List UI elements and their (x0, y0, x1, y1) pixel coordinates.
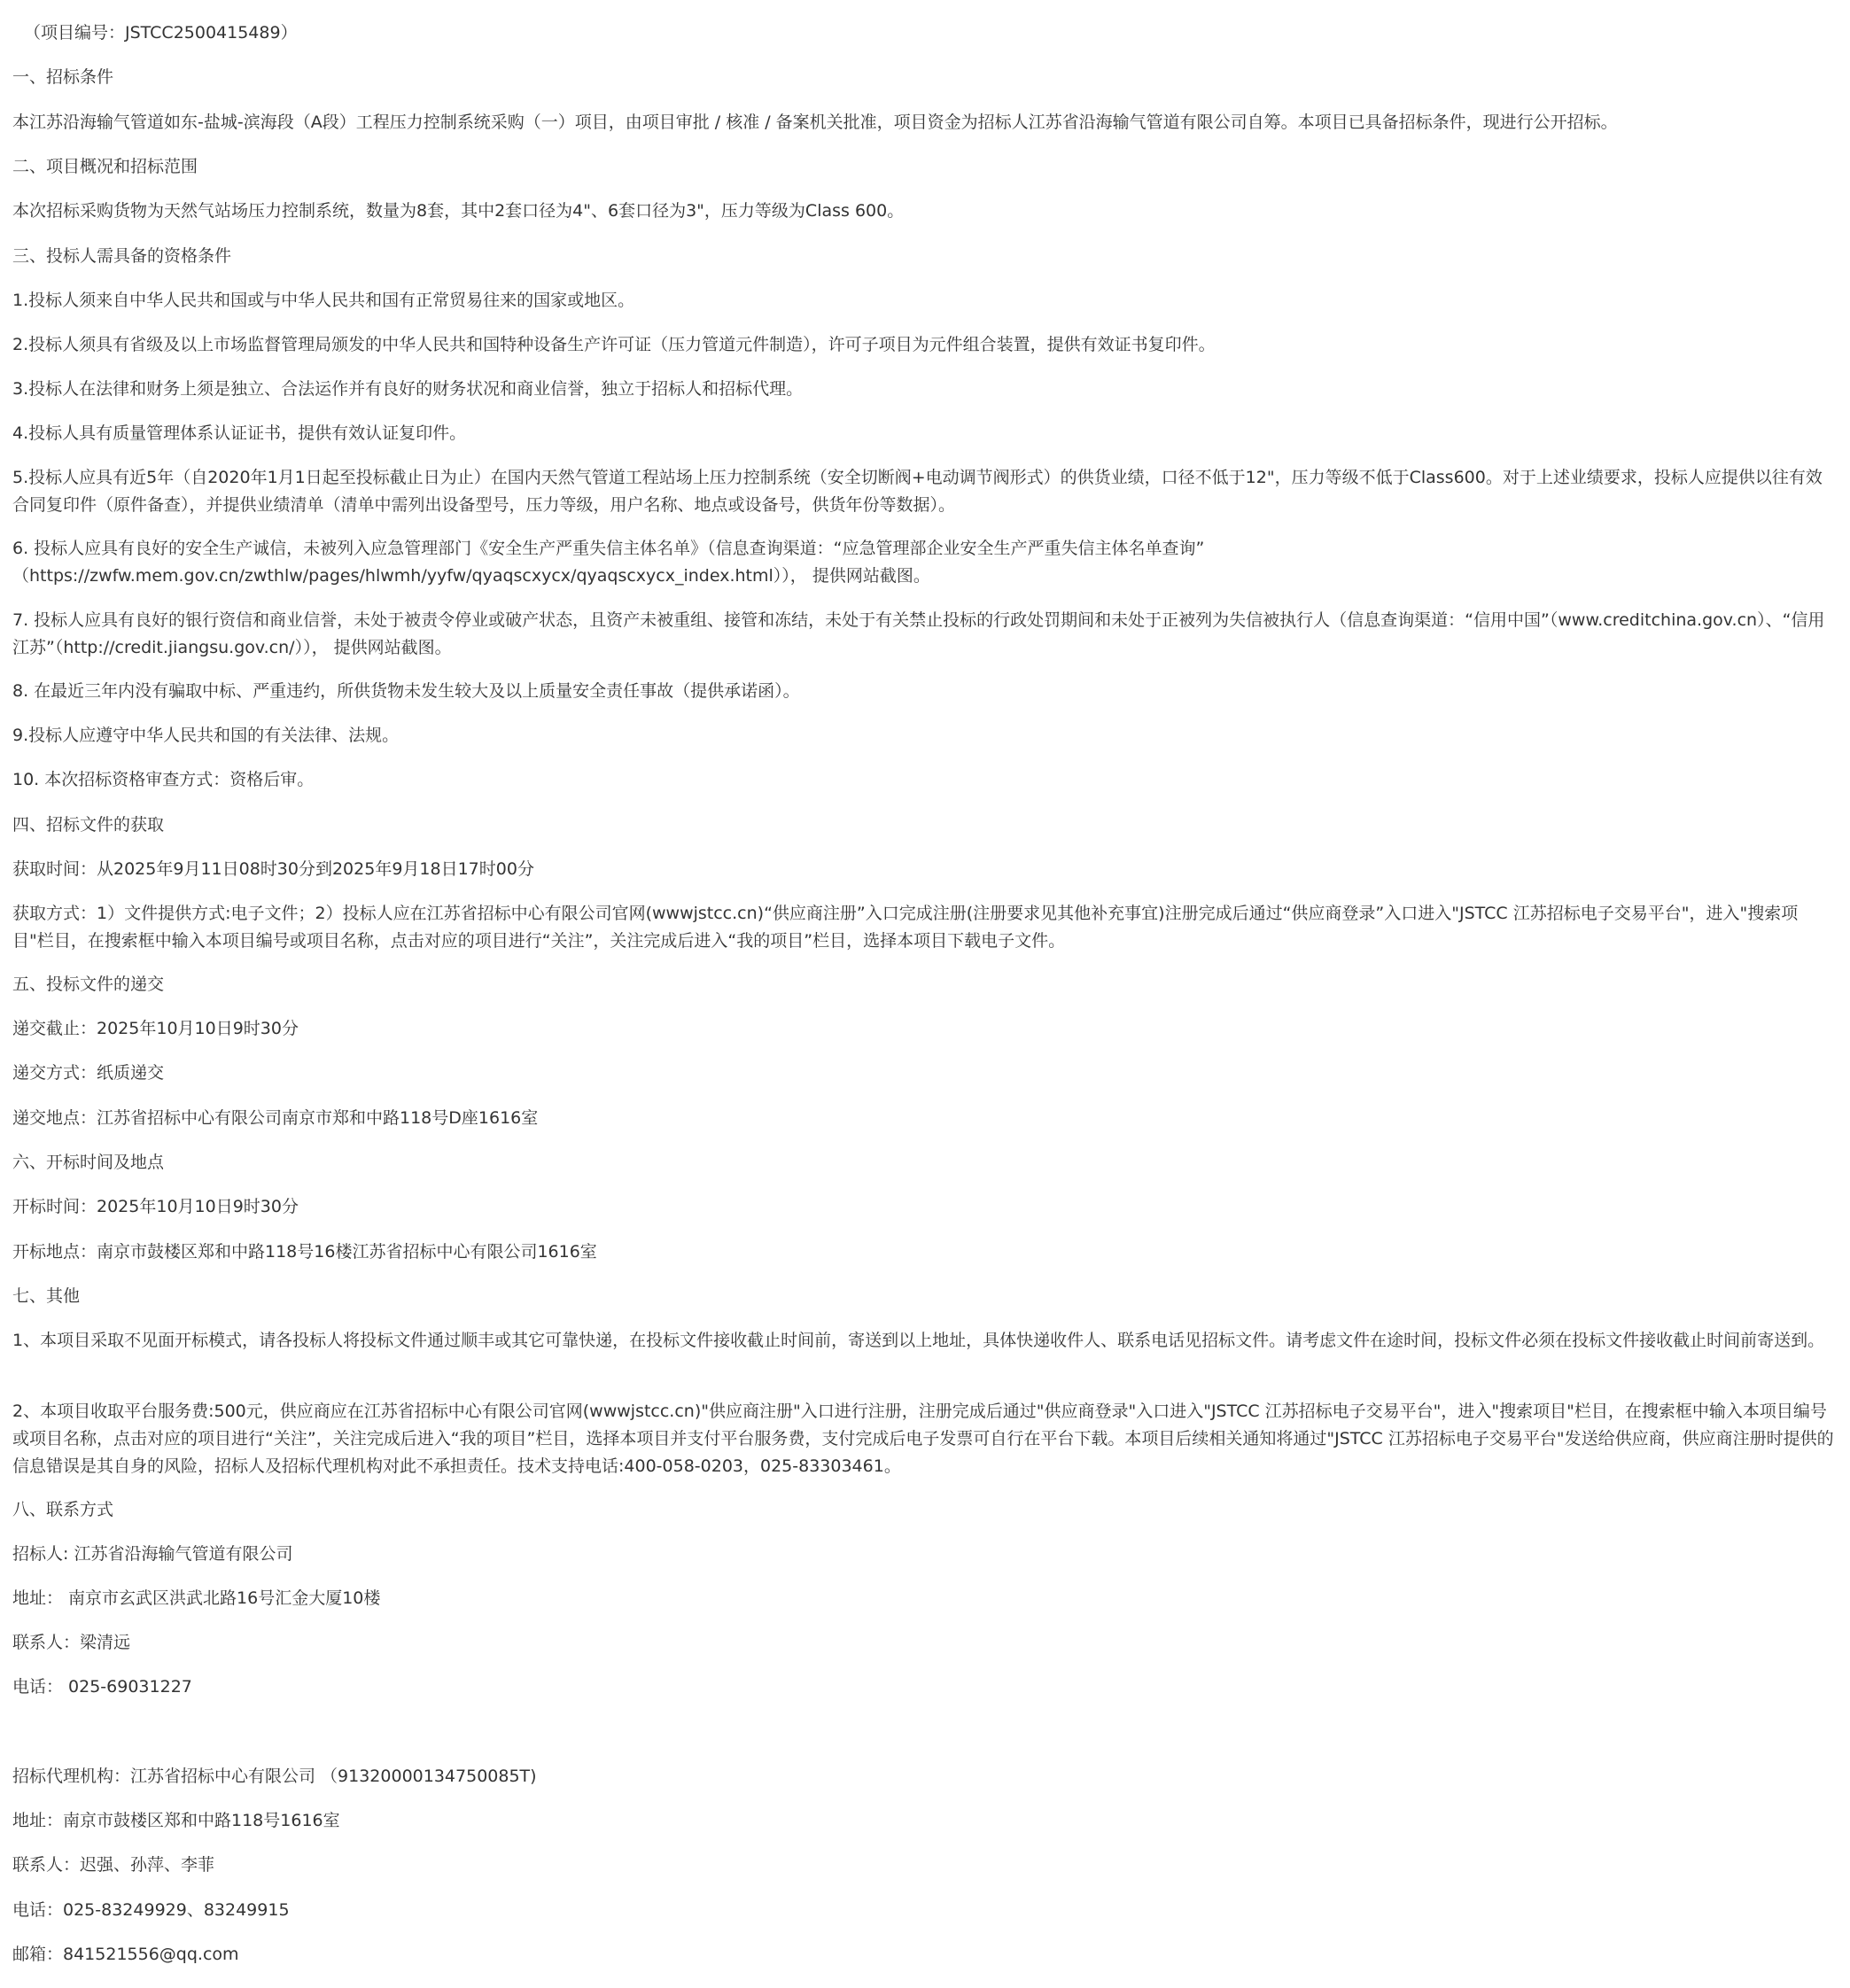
opening-place: 开标地点：南京市鼓楼区郑和中路118号16楼江苏省招标中心有限公司1616室 (12, 1242, 597, 1262)
acquisition-method: 获取方式：1）文件提供方式:电子文件；2）投标人应在江苏省招标中心有限公司官网(wwwjstcc.cn)“供应商注册”入口完成注册(注册要求见其他补充事宜)注册完成后通过“供应商登录”入口进入"JSTCC 江苏招标电子交易平台"，进入"搜索项目"栏目，在搜索框中输入本项目编号或项目名称，点击对应的项目进行“关注”，关注完成后进入“我的项目”栏目，选择本项目下载电子文件。 (12, 904, 1799, 951)
project-overview-text: 本次招标采购货物为天然气站场压力控制系统，数量为8套，其中2套口径为4"、6套口径为3"，压力等级为Class 600。 (12, 201, 905, 221)
tenderer-contact: 联系人：梁清远 (12, 1633, 131, 1652)
agency-name: 招标代理机构：江苏省招标中心有限公司 （91320000134750085T) (12, 1767, 537, 1786)
qualification-item: 8. 在最近三年内没有骗取中标、严重违约，所供货物未发生较大及以上质量安全责任事故（提供承诺函）。 (12, 681, 800, 701)
qualification-item: 1.投标人须来自中华人民共和国或与中华人民共和国有正常贸易往来的国家或地区。 (12, 291, 635, 310)
qualification-item: 4.投标人具有质量管理体系认证证书，提供有效认证复印件。 (12, 423, 467, 443)
section-heading-contact: 八、联系方式 (12, 1500, 114, 1519)
other-item: 2、本项目收取平台服务费:500元，供应商应在江苏省招标中心有限公司官网(wwwjstcc.cn)"供应商注册"入口进行注册，注册完成后通过"供应商登录"入口进入"JSTCC 江苏招标电子交易平台"，进入"搜索项目"栏目，在搜索框中输入本项目编号或项目名称，点击对应的项目进行“关注”，关注完成后进入“我的项目”栏目，选择本项目并支付平台服务费，支付完成后电子发票可自行在平台下载。本项目后续相关通知将通过"JSTCC 江苏招标电子交易平台"发送给供应商，供应商注册时提供的信息错误是其自身的风险，招标人及招标代理机构对此不承担责任。技术支持电话:400-058-0203，025-83303461。 (12, 1402, 1834, 1476)
qualification-item: 3.投标人在法律和财务上须是独立、合法运作并有良好的财务状况和商业信誉，独立于招标人和招标代理。 (12, 379, 804, 399)
submission-place: 递交地点：江苏省招标中心有限公司南京市郑和中路118号D座1616室 (12, 1108, 539, 1128)
qualification-item: 2.投标人须具有省级及以上市场监督管理局颁发的中华人民共和国特种设备生产许可证（压力管道元件制造），许可子项目为元件组合装置，提供有效证书复印件。 (12, 335, 1216, 354)
qualification-item: 5.投标人应具有近5年（自2020年1月1日起至投标截止日为止）在国内天然气管道工程站场上压力控制系统（安全切断阀+电动调节阀形式）的供货业绩，口径不低于12"，压力等级不低于Class600。对于上述业绩要求，投标人应提供以往有效合同复印件（原件备查），并提供业绩清单（清单中需列出设备型号，压力等级，用户名称、地点或设备号，供货年份等数据）。 (12, 468, 1823, 515)
tenderer-name: 招标人: 江苏省沿海输气管道有限公司 (12, 1544, 293, 1564)
bidding-conditions-text: 本江苏沿海输气管道如东-盐城-滨海段（A段）工程压力控制系统采购（一）项目，由项目审批 / 核准 / 备案机关批准，项目资金为招标人江苏省沿海输气管道有限公司自筹。本项目已具备招标条件，现进行公开招标。 (12, 113, 1618, 132)
opening-time: 开标时间：2025年10月10日9时30分 (12, 1197, 299, 1216)
section-heading-qualifications: 三、投标人需具备的资格条件 (12, 246, 232, 266)
qualification-item-url: （https://zwfw.mem.gov.cn/zwthlw/pages/hlwmh/yyfw/qyaqscxycx/qyaqscxycx_index.html））， 提供网站截图。 (12, 566, 930, 586)
section-heading-document-acquisition: 四、招标文件的获取 (12, 815, 165, 835)
submission-method: 递交方式：纸质递交 (12, 1063, 165, 1083)
agency-address: 地址：南京市鼓楼区郑和中路118号1616室 (12, 1811, 340, 1830)
tenderer-address: 地址： 南京市玄武区洪武北路16号汇金大厦10楼 (12, 1588, 381, 1608)
tenderer-phone: 电话： 025-69031227 (12, 1677, 192, 1697)
section-heading-opening: 六、开标时间及地点 (12, 1153, 165, 1172)
qualification-item: 7. 投标人应具有良好的银行资信和商业信誉，未处于被责令停业或破产状态，且资产未被重组、接管和冻结，未处于有关禁止投标的行政处罚期间和未处于正被列为失信被执行人（信息查询渠道：“信用中国”（www.creditchina.gov.cn）、“信用江苏”（http://credit.jiangsu.gov.cn/））， 提供网站截图。 (12, 610, 1825, 657)
agency-phone: 电话：025-83249929、83249915 (12, 1900, 290, 1920)
section-heading-project-overview: 二、项目概况和招标范围 (12, 157, 198, 176)
agency-contact: 联系人：迟强、孙萍、李菲 (12, 1855, 215, 1875)
agency-email: 邮箱：841521556@qq.com (12, 1945, 239, 1964)
section-heading-bidding-conditions: 一、招标条件 (12, 67, 114, 87)
project-number: （项目编号：JSTCC2500415489） (24, 23, 298, 43)
qualification-item: 9.投标人应遵守中华人民共和国的有关法律、法规。 (12, 726, 400, 745)
acquisition-time: 获取时间：从2025年9月11日08时30分到2025年9月18日17时00分 (12, 859, 534, 879)
qualification-item: 6. 投标人应具有良好的安全生产诚信，未被列入应急管理部门《安全生产严重失信主体名单》（信息查询渠道：“应急管理部企业安全生产严重失信主体名单查询” (12, 539, 1205, 558)
section-heading-submission: 五、投标文件的递交 (12, 975, 165, 994)
qualification-item: 10. 本次招标资格审查方式：资格后审。 (12, 770, 315, 789)
submission-deadline: 递交截止：2025年10月10日9时30分 (12, 1019, 299, 1038)
other-item: 1、本项目采取不见面开标模式，请各投标人将投标文件通过顺丰或其它可靠快递，在投标文件接收截止时间前，寄送到以上地址，具体快递收件人、联系电话见招标文件。请考虑文件在途时间，投标文件必须在投标文件接收截止时间前寄送到。 (12, 1331, 1825, 1350)
section-heading-other: 七、其他 (12, 1286, 81, 1306)
